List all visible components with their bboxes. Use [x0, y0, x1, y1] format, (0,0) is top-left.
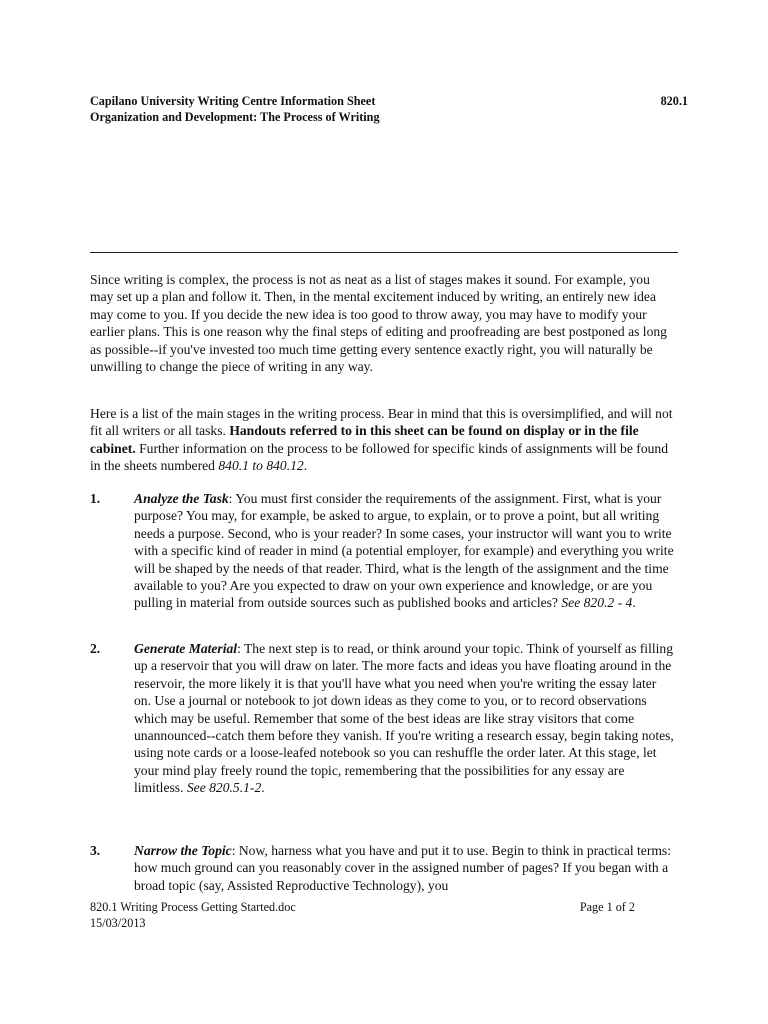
step-text: : The next step is to read, or think around your topic. Think of yourself as filling up a reservoir that you will draw on later. The more facts and ideas you have floating around in the reservoir, the more likely it is that you'll have what you need when you're writing the essay later on. Use a journal or notebook to jot down ideas as they come to you, or to record observations which may be useful. Remember that some of the best ideas are like stray visitors that come unannounced--catch them before they vanish. If you're writing a research essay, begin taking notes, using note cards or a loose-leafed notebook so you can reshuffle the order later. At this stage, let your mind play freely round the topic, remembering that the possibilities for any essay are limitless.: [134, 641, 674, 796]
footer-filename: 820.1 Writing Process Getting Started.doc: [90, 900, 296, 914]
step-reference: See 820.2 - 4: [561, 595, 633, 611]
step-narrow-topic: [90, 842, 675, 894]
step-number: 1.: [90, 491, 101, 506]
step-analyze-task: 1. Analyze the Task: You must first consider the requirements of the assignment. First, what is your purpose? You may, for example, be asked to argue, to explain, or to prove a point, but all writing needs a purpose. Second, who is your reader? In some cases, your instructor will want you to write with a specific kind of reader in mind (a potential employer, for example) and everything you write will be shaped by the needs of that reader. Third, what is the length of the assignment and the time available to you? Are you expected to draw on your own experience and knowledge, or are you pulling in material from outside sources such as published books and articles? See 820.2 - 4.: [90, 491, 674, 611]
step-term: Narrow the Topic: [134, 843, 232, 858]
horizontal-rule: [90, 252, 678, 253]
handouts-note: Handouts referred to in this sheet can be found on display or in the file cabinet.: [90, 423, 639, 456]
step-term: Analyze the Task: [134, 491, 229, 506]
intro-text: Here is a list of the main stages in the writing process. Bear in mind that this is oversimplified, and will not fit all writers or all tasks.: [90, 406, 673, 439]
intro-text-cont: Further information on the process to be followed for specific kinds of assignments will be found in the sheets numbered: [90, 440, 669, 474]
step-number: 3.: [90, 843, 101, 858]
step-text: : You must first consider the requirements of the assignment. First, what is your purpose? You may, for example, be asked to argue, to explain, or to prove a point, but all writing needs a purpose. Second, who is your reader? In some cases, your instructor will want you to write with a specific kind of reader in mind (a potential employer, for example) and everything you write will be shaped by the needs of that reader. Third, what is the length of the assignment and the time available to you? Are you expected to draw on your own experience and knowledge, or are you pulling in material from outside sources such as published books and articles?: [134, 491, 674, 611]
step-generate-material: 2. Generate Material: The next step is to read, or think around your topic. Think of yourself as filling up a reservoir that you will draw on later. The more facts and ideas you have floating around in the reservoir, the more likely it is that you'll have what you need when you're writing the essay later on. Use a journal or notebook to jot down ideas as they come to you, or to record observations which may be useful. Remember that some of the best ideas are like stray visitors that come unannounced--catch them before they vanish. If you're writing a research essay, begin taking notes, using note cards or a loose-leafed notebook so you can reshuffle the order later. At this stage, let your mind play freely round the topic, remembering that the possibilities for any essay are limitless. See 820.5.1-2.: [90, 641, 674, 796]
document-subtitle: Organization and Development: The Process of Writing: [90, 110, 380, 124]
intro-paragraph-2: Here is a list of the main stages in the writing process. Bear in mind that this is oversimplified, and will not fit all writers or all tasks. Handouts referred to in this sheet can be found on display or in the file cabinet. Further information on the process to be followed for specific kinds of assignments will be found in the sheets numbered 840.1 to 840.12.: [90, 406, 673, 474]
intro-paragraph-1: Since writing is complex, the process is not as neat as a list of stages makes it sound. For example, you may set up a plan and follow it. Then, in the mental excitement induced by writing, an entirely new idea may come to you. If you decide the new idea is too good to throw away, you may have to modify your earlier plans. This is one reason why the final steps of editing and proofreading are best postponed as long as possible--if you've invested too much time getting every sentence exactly right, you will naturally be unwilling to change the piece of writing in any way.: [90, 272, 667, 375]
step-number: 2.: [90, 641, 101, 656]
step-term: Generate Material: [134, 641, 238, 656]
document-header: [90, 93, 688, 125]
page-number: Page 1 of 2: [579, 900, 635, 914]
document-title: Capilano University Writing Centre Information Sheet: [90, 94, 376, 108]
step-text: : Now, harness what you have and put it to use. Begin to think in practical terms: how much ground can you reasonably cover in the assigned number of pages? If you began with a broad topic (say, Assisted Reproductive Technology), you: [134, 843, 672, 893]
page-footer: [90, 899, 635, 931]
footer-date: 15/03/2013: [90, 916, 146, 930]
sheet-reference: 840.1 to 840.12: [218, 458, 304, 474]
step-reference: See 820.5.1-2: [186, 780, 262, 796]
sheet-number: 820.1: [660, 94, 688, 108]
